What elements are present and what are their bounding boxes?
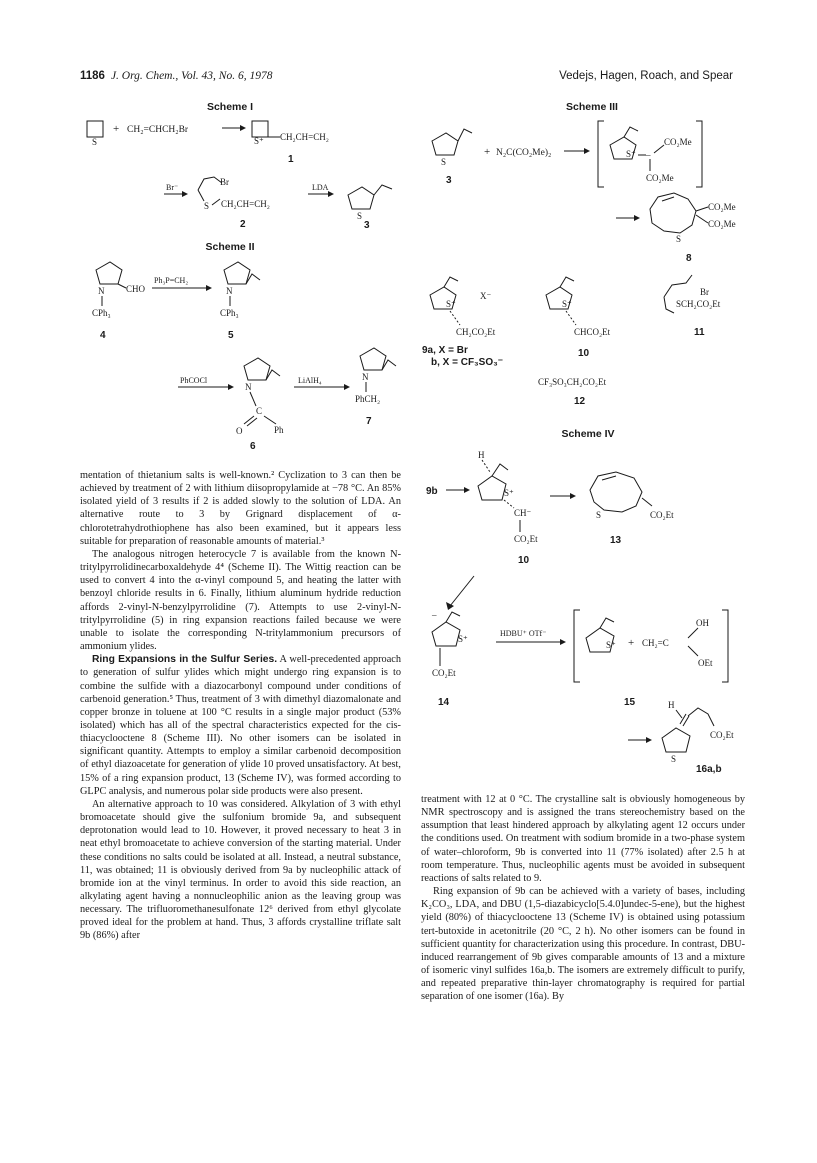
scheme-1-title: Scheme I [206, 101, 254, 113]
pyrrolidine-ring [96, 262, 122, 284]
sulfur-atom-label: S [596, 510, 602, 520]
sulfonium-label: S⁺ [458, 634, 468, 644]
compound-8-label: 8 [686, 253, 692, 264]
hdbu-triflate-label: HDBU⁺ OTf⁻ [500, 629, 547, 638]
thiacyclooctene-ring [650, 193, 696, 233]
thiolane-ring [348, 187, 374, 209]
scheme-3-figure [420, 115, 750, 405]
bond [212, 199, 220, 205]
formyl-label: CHO [126, 284, 146, 294]
bromine-label: Br [700, 287, 709, 297]
allyl-bromide-label: CH₂=CHCH₂Br [127, 125, 189, 135]
sulfonium-label: S⁺ [254, 136, 264, 146]
thietane-ring [87, 121, 103, 137]
bond [264, 416, 276, 424]
compound-13-label: 13 [610, 535, 622, 546]
paragraph-body: A well-precedented approach to generation of sulfur ylides which might undergo ring expansion is to combine the sulfide with a diazocarbonyl compound under conditions of carbenoid generation.⁵ Thus, treatment of 3 with dimethyl diazomalonate and copper bronze in toluene at 100 °C results in a single major product (53% isolated) which has all of the spectral characteristics expected for the cis-thiacyclooctene 8 (Scheme III). No other isomers can be isolated in significant quantity. Attempts to employ a similar carbenoid decomposition of ethyl diazoacetate for generation of ylide 10 proved unsatisfactory. At best, 15% of a ring expansion product, 13 (Scheme IV), was formed according to GLPC analysis, and numerous polar side products were also present. [80, 654, 401, 797]
compound-5-label: 5 [228, 330, 234, 341]
bond [654, 145, 664, 153]
ring-double-bond [662, 197, 674, 201]
bromobutyl-chain [198, 177, 222, 190]
double-bond [244, 416, 254, 424]
sulfur-atom-label: S [676, 234, 682, 244]
sulfonium-label: S⁺ [562, 299, 572, 309]
compound-10-label: 10 [518, 555, 530, 566]
vinyl-group [444, 277, 458, 287]
phenyl-label: Ph [274, 425, 284, 435]
allyl-chain-label: CH₂CH=CH₂ [280, 132, 329, 142]
compound-3-label: 3 [446, 175, 452, 186]
benzoyl-chloride-label: PhCOCl [180, 376, 208, 385]
compound-6-label: 6 [250, 441, 256, 452]
ester-label: CO₂Me [646, 173, 674, 183]
sulfonium-label: S⁺ [504, 488, 514, 498]
ester-label: CO₂Et [514, 534, 538, 544]
bond [696, 215, 708, 223]
arrowhead [570, 493, 576, 499]
carbanion-charge: – [646, 150, 651, 160]
paragraph: mentation of thietanium salts is well-known.² Cyclization to 3 can then be achieved by treatment of 2 with lithium diisopropylamide at −78 °C. An 85% isolated yield of 3 results if 2 is added slowly to the solution of LDA. An alternative route to 3 by Grignard displacement of α-chlorotetrahydrothiophene has also been examined, but it appears less suitable for preparation of reasonable amounts of material.³ [80, 470, 401, 547]
trityl-label: CPh₃ [92, 308, 111, 318]
thiacyclooctene-ring [590, 472, 642, 512]
double-bond [247, 418, 257, 426]
arrowhead [228, 384, 234, 390]
nitrogen-label: N [245, 382, 252, 392]
paragraph: An alternative approach to 10 was considered. Alkylation of 3 with ethyl bromoacetate should give the sulfonium bromide 9a, and subsequent deprotonation would lead to 10. However, it proved necessary to heat 3 in neat ethyl bromoacetate to achieve conversion of the starting material. Under these conditions no salts could be isolated at all. Instead, a neutral substance, 11, was obtained; 11 is obviously derived from 9a by nucleophilic attack of bromide ion at the vinyl terminus. In order to avoid this side reaction, an alkylating agent having a nonnucleophilic anion as the leaving group was necessary. The trifluoromethanesulfonate 12⁶ derived from ethyl glycolate proved ideal for the problem at hand. Thus, 3 affords crystalline triflate salt 9b (86%) after [80, 798, 401, 942]
arrowhead [240, 125, 246, 131]
thietanium-ring [252, 121, 268, 137]
carbonyl-carbon-label: C [256, 406, 263, 416]
bromine-label: Br [220, 177, 229, 187]
compound-1-label: 1 [288, 154, 294, 165]
scheme-2-title: Scheme II [205, 241, 255, 253]
running-header-authors: Vedejs, Hagen, Roach, and Spear [559, 70, 733, 82]
thiolane-ring [432, 622, 460, 646]
triflate-reagent-label: CF₃SO₃CH₂CO₂Et [538, 377, 607, 387]
allyl-chain-label: CH₂CH=CH₂ [221, 199, 270, 209]
bond [198, 190, 204, 201]
paragraph: Ring expansion of 9b can be achieved with a variety of bases, including K₂CO₃, LDA, and DBU (1,5-diazabicyclo[5.4.0]undec-5-ene), but the highest yield (80%) of thiacyclooctene 13 (Scheme IV) is obtained using potassium tert-butoxide in acetonitrile (20 °C, 2 h). No other isomers can be found in sufficient quantity for characterization using this procedure. In contrast, DBU-induced rearrangement of 9b gives comparable amounts of 13 and a mixture of isomeric vinyl sulfides 16a,b. The isomers are extremely difficult to purify, and repeated preparative thin-layer chromatography is required for partial separation of one isomer (16a). By [421, 886, 745, 1003]
compound-15-label: 15 [624, 697, 636, 708]
hydrogen-label: H [668, 700, 675, 710]
sulfur-atom-label: S [357, 211, 363, 221]
ester-label: CO₂Et [710, 730, 734, 740]
oxygen-label: O [236, 426, 243, 436]
ester-label: CO₂Et [650, 510, 674, 520]
trityl-label: CPh₃ [220, 308, 239, 318]
ester-label: CO₂Me [708, 202, 736, 212]
nitrogen-label: N [226, 286, 233, 296]
bond [504, 500, 514, 508]
pyrrolidine-ring [224, 262, 250, 284]
ester-chain [688, 708, 714, 726]
scheme-4-title: Scheme IV [561, 428, 615, 440]
compound-9a-label: 9a, X = Br [422, 345, 468, 356]
sulfur-atom-label: S [671, 754, 677, 764]
bracket-left [598, 121, 604, 187]
ester-chain-label: CH₂CO₂Et [456, 327, 496, 337]
benzyl-label: PhCH₂ [355, 394, 381, 404]
sulfonium-label: S⁺ [606, 640, 616, 650]
bracket-right [722, 610, 728, 682]
page-number: 1186 [80, 70, 105, 82]
thiolane-ring [432, 133, 458, 155]
vinyl-group [374, 185, 392, 195]
bond [688, 628, 698, 638]
bond [250, 392, 256, 406]
compound-2-label: 2 [240, 219, 246, 230]
arrowhead [464, 487, 470, 493]
arrowhead [182, 191, 188, 197]
vinyl-group [624, 127, 638, 137]
bond [566, 311, 576, 325]
vinyl-group [560, 277, 574, 287]
carbanion-charge: – [432, 610, 437, 620]
sulfur-atom-label: S [92, 137, 98, 147]
bond [642, 498, 652, 506]
nitrogen-label: N [98, 286, 105, 296]
bond [482, 460, 490, 472]
bracket-right [696, 121, 702, 187]
plus-sign: + [484, 146, 491, 158]
lithium-aluminum-hydride-label: LiAlH₄ [298, 376, 322, 385]
compound-7-label: 7 [366, 416, 372, 427]
paragraph: treatment with 12 at 0 °C. The crystalline salt is obviously homogeneous by NMR spectroscopy and is assigned the trans stereochemistry based on the assumption that least hindered approach by alkylating agent 12 occurs under the conditions used. On treatment with sodium bromide in a two-phase system of water–chloroform, 9b is converted into 11 (77% isolated) after 2.5 h at room temperature. Thus, nucleophilic agents must be avoided in subsequent reactions of salts related to 9. [421, 794, 745, 884]
pyrrolidine-ring [360, 348, 386, 370]
sulfonium-label: S⁺ [626, 149, 636, 159]
wittig-reagent-label: Ph₃P=CH₂ [154, 276, 189, 285]
compound-11-label: 11 [694, 327, 705, 338]
arrowhead [344, 384, 350, 390]
sulfide-ester-label: SCH₂CO₂Et [676, 299, 721, 309]
ketene-acetal-label: CH₂=C [642, 638, 669, 648]
compound-3-label: 3 [364, 220, 370, 231]
bromide-reagent-label: Br⁻ [166, 183, 179, 192]
arrowhead [328, 191, 334, 197]
arrowhead [560, 639, 566, 645]
compound-12-label: 12 [574, 396, 586, 407]
ylide-chain-label: CHCO₂Et [574, 327, 611, 337]
left-column [80, 469, 401, 943]
diazomalonate-label: N₂C(CO₂Me)₂ [496, 148, 552, 158]
compound-9b-label: 9b [426, 486, 438, 497]
carbanion-label: CH⁻ [514, 508, 532, 518]
compound-16-label: 16a,b [696, 764, 722, 775]
arrowhead [634, 215, 640, 221]
scheme-2-figure [80, 256, 420, 456]
vinyl-group [446, 612, 460, 622]
compound-10-label: 10 [578, 348, 590, 359]
compound-14-label: 14 [438, 697, 450, 708]
scheme-3-title: Scheme III [566, 101, 618, 113]
counterion-label: X⁻ [480, 291, 492, 301]
paragraph: The analogous nitrogen heterocycle 7 is available from the known N-tritylpyrrolidinecarboxaldehyde 4⁴ (Scheme II). The Wittig reaction can be used to convert 4 into the α-vinyl compound 5, and heating the latter with benzoyl chloride results in 6. Finally, lithium aluminum hydride reduction affords 2-vinyl-N-benzylpyrrolidine (7). Attempts to use 2-vinyl-N-tritylpyrrolidine (5) in ring expansion reactions failed because we were unable to isolate the corresponding N-tritylammonium precursors of ammonium ylides. [80, 548, 401, 653]
paragraph [80, 653, 401, 798]
vinyl-group [492, 464, 508, 476]
hydroxyl-label: OH [696, 618, 709, 628]
pyrrolidine-ring [244, 358, 270, 380]
plus-sign: + [628, 637, 635, 649]
compound-4-label: 4 [100, 330, 106, 341]
bracket-left [574, 610, 580, 682]
nitrogen-label: N [362, 372, 369, 382]
vinyl-group [600, 618, 614, 628]
scheme-4-figure [420, 442, 750, 775]
journal-citation: J. Org. Chem., Vol. 43, No. 6, 1978 [110, 70, 273, 82]
ester-label: CO₂Me [708, 219, 736, 229]
ethoxy-label: OEt [698, 658, 713, 668]
bond [676, 710, 682, 718]
thiolane-ring [478, 476, 506, 500]
arrowhead [584, 148, 590, 154]
lda-reagent-label: LDA [312, 183, 329, 192]
bromo-alkene-chain [664, 275, 692, 297]
bond [696, 207, 708, 211]
ring-double-bond [602, 476, 616, 480]
plus-sign: + [113, 123, 120, 135]
hydrogen-label: H [478, 450, 485, 460]
section-heading: Ring Expansions in the Sulfur Series. [92, 654, 278, 666]
scheme-1-figure [80, 115, 420, 240]
bond [450, 311, 460, 325]
right-column [421, 793, 745, 1004]
arrowhead [646, 737, 652, 743]
sulfonium-label: S⁺ [446, 299, 456, 309]
vinyl-group [458, 129, 472, 141]
arrowhead [206, 285, 212, 291]
ester-label: CO₂Et [432, 668, 456, 678]
compound-9b-label: b, X = CF₃SO₃⁻ [431, 357, 504, 368]
running-header-left [80, 70, 272, 82]
sulfide-chain [664, 297, 674, 313]
sulfur-atom-label: S [441, 157, 447, 167]
ester-label: CO₂Me [664, 137, 692, 147]
reaction-arrow [450, 576, 474, 606]
bond [118, 284, 126, 288]
bond [688, 646, 698, 656]
sulfur-atom-label: S [204, 201, 210, 211]
thiolane-ring [662, 728, 690, 752]
